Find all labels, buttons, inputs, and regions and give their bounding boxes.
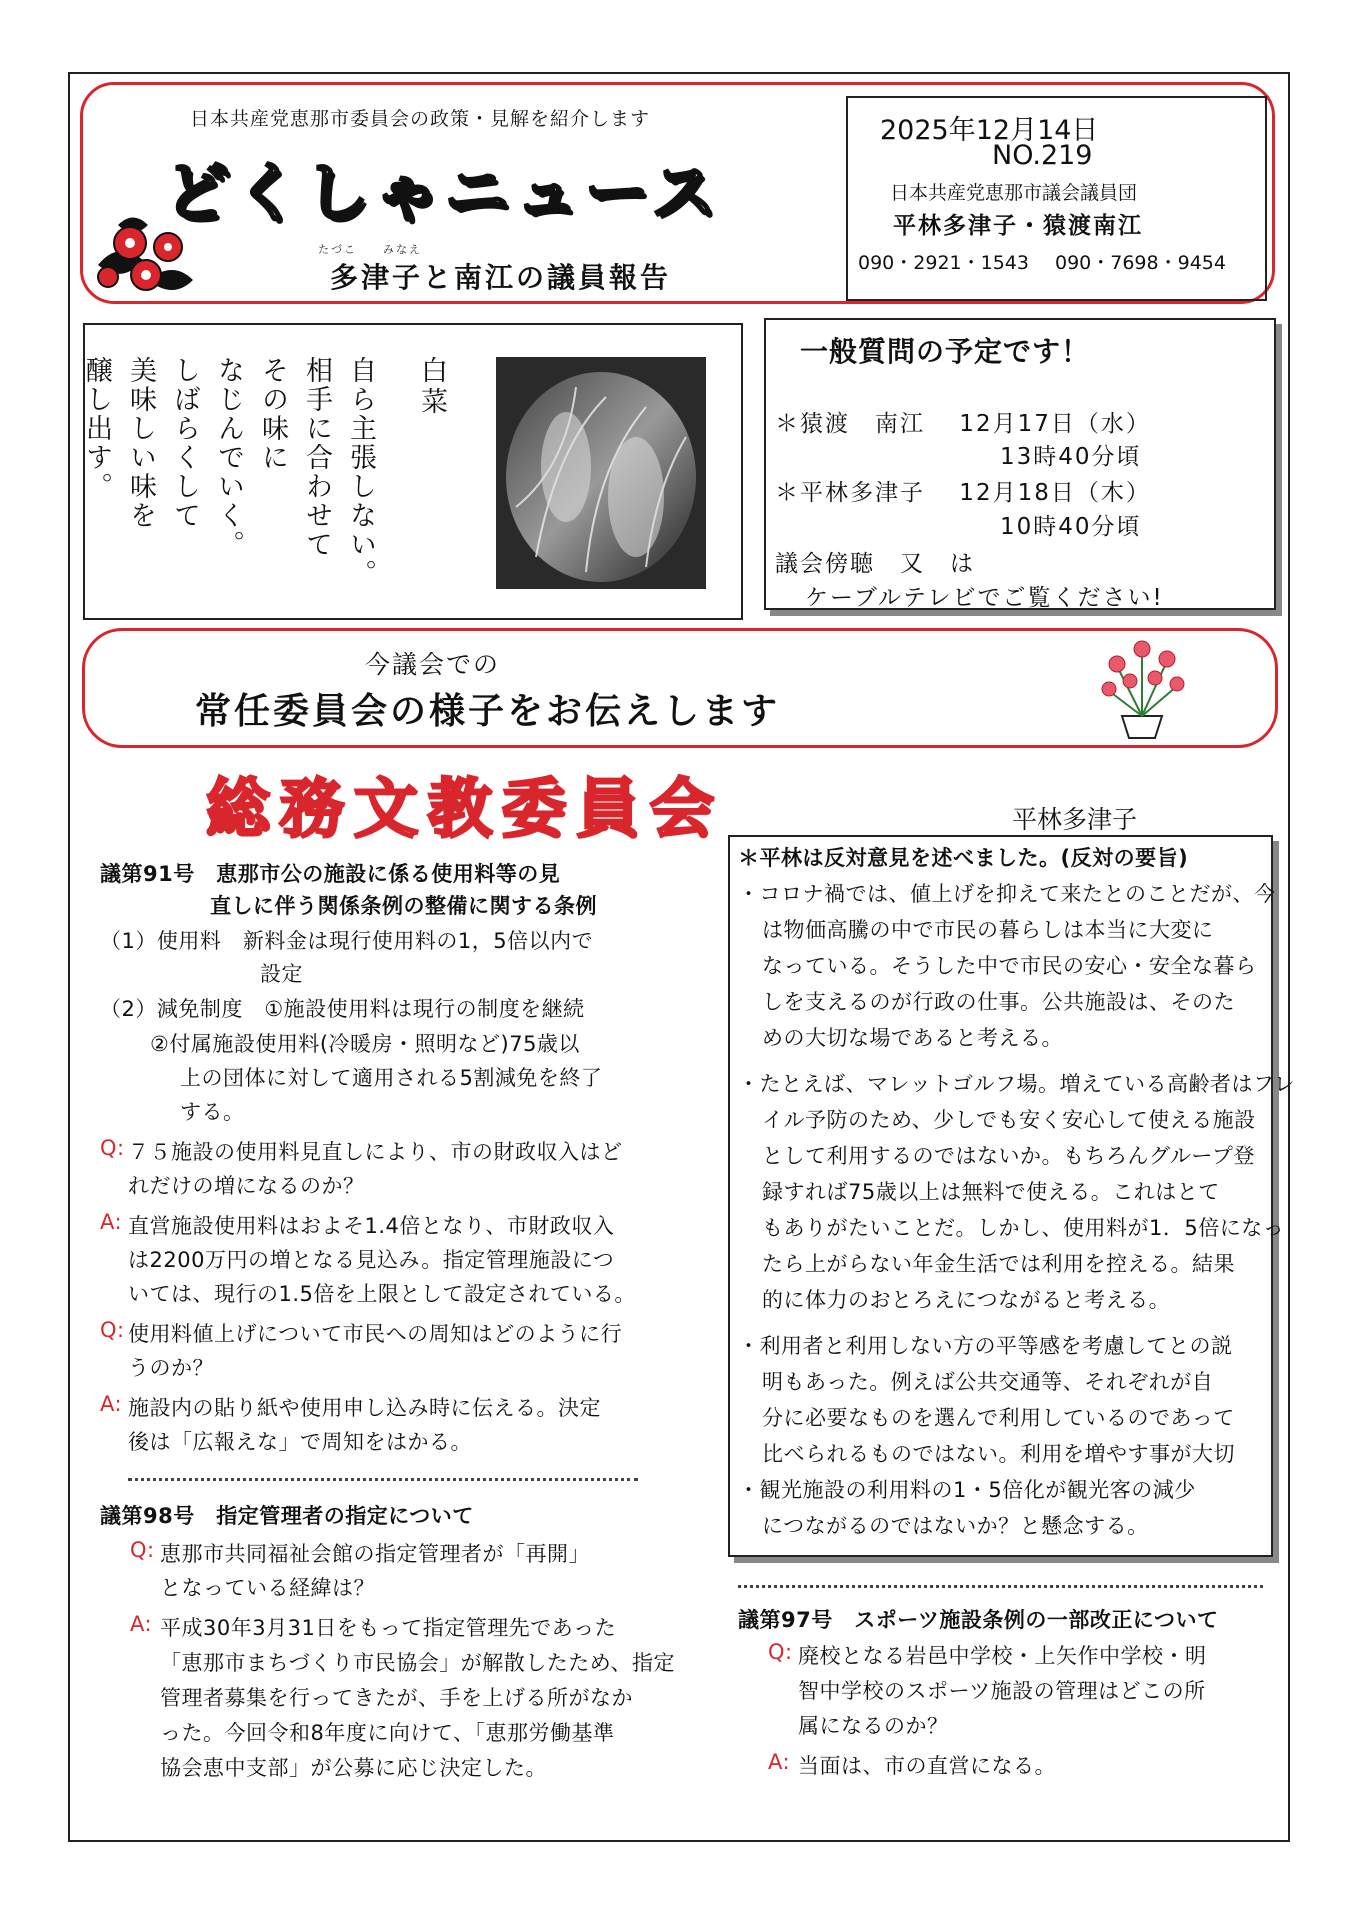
poem-line: 相手に合わせて [301,356,332,559]
answer-label: A: [100,1210,123,1234]
opinion-text: たら上がらない年金生活では利用を控える。結果 [762,1252,1235,1276]
phone-numbers [858,248,1226,275]
poem-line: しばらくして [169,356,200,530]
opinion-text: しを支えるのが行政の仕事。公共施設は、そのた [762,990,1235,1014]
opinion-text: ・コロナ禍では、値上げを抑えて来たとのことだが、今 [738,882,1276,906]
poem-line: なじんでいく。 [213,356,244,559]
bill-91-item: 設定 [260,962,303,986]
opinion-text: 比べられるものではない。利用を増やす事が大切 [762,1442,1235,1466]
subtitle-ruby: たづこ みなえ [318,243,422,256]
cabbage-photo [496,357,706,589]
schedule-line: 10時40分頃 [1000,514,1142,540]
section-divider [128,1478,638,1481]
answer-text: 平成30年3月31日をもって指定管理先であった [160,1616,617,1640]
section-divider [738,1585,1263,1588]
question-text: うのか？ [128,1356,214,1380]
opinion-heading: ＊平林は反対意見を述べました。(反対の要旨) [738,846,1189,870]
answer-label: A: [100,1392,123,1416]
bill-91-item: 上の団体に対して適用される5割減免を終了 [180,1066,603,1090]
question-label: Q: [768,1640,793,1664]
banner-subtitle: 今議会での [365,650,501,679]
question-text: となっている経緯は？ [160,1576,375,1600]
answer-text: 「恵那市まちづくり市民協会」が解散したため、指定 [160,1651,675,1675]
organization: 日本共産党恵那市議会議員団 [890,182,1138,204]
phone-2: 090・7698・9454 [1054,252,1226,274]
opinion-text: もありがたいことだ。しかし、使用料が1．5倍になっ [762,1216,1285,1240]
answer-text: は2200万円の増となる見込み。指定管理施設につ [128,1248,615,1272]
opinion-text: は物価高騰の中で市民の暮らしは本当に大変に [762,918,1214,942]
opinion-text: につながるのではないか？と懸念する。 [762,1514,1149,1538]
schedule-title: 一般質問の予定です！ [800,335,1091,368]
committee-name: 総務文教委員会 [206,773,724,847]
author-name: 平林多津子 [1012,805,1138,834]
newsletter-title: どくしゃニュース [165,157,722,231]
schedule-line: 13時40分頃 [1000,444,1142,470]
bill-97-title: 議第97号 スポーツ施設条例の一部改正について [738,1608,1219,1632]
schedule-line: ＊猿渡 南江 12月17日（水） [775,411,1151,437]
issue-date: 2025年12月14日 [880,115,1099,146]
opinion-text: なっている。そうした中で市民の安心・安全な暮ら [762,954,1257,978]
bill-98-title: 議第98号 指定管理者の指定について [100,1504,474,1528]
banner-title: 常任委員会の様子をお伝えします [195,691,781,732]
answer-text: 当面は、市の直営になる。 [798,1754,1056,1778]
poem-line: 醸し出す。 [81,356,112,501]
opinion-text: 分に必要なものを選んで利用しているのであって [762,1406,1235,1430]
opinion-text: 明もあった。例えば公共交通等、それぞれが自 [762,1370,1214,1394]
poem-line: 美味しい味を [125,356,156,530]
poem-text [81,356,382,601]
bill-91-item: する。 [180,1100,245,1124]
newsletter-subtitle: 多津子と南江の議員報告 [330,261,672,294]
answer-text: いては、現行の1.5倍を上限として設定されている。 [128,1282,636,1306]
bill-91-item: ②付属施設使用料(冷暖房・照明など)75歳以 [150,1032,580,1056]
question-label: Q: [100,1318,125,1342]
question-label: Q: [100,1136,125,1160]
question-text: 使用料値上げについて市民への周知はどのように行 [128,1322,623,1346]
opinion-text: 的に体力のおとろえにつながると考える。 [762,1288,1171,1312]
answer-text: 管理者募集を行ってきたが、手を上げる所がなか [160,1686,633,1710]
answer-label: A: [130,1612,153,1636]
answer-text: 協会恵中支部」が公募に応じ決定した。 [160,1756,547,1780]
poem-line: その味に [257,356,288,472]
opinion-text: イル予防のため、少しでも安く安心して使える施設 [762,1108,1256,1132]
issue-number: NO.219 [992,140,1093,171]
poem-title: 白菜 [416,356,447,418]
opinion-text: ・観光施設の利用料の1・5倍化が観光客の減少 [738,1478,1196,1502]
councilor-names: 平林多津子・猿渡南江 [893,213,1143,239]
answer-label: A: [768,1750,791,1774]
camellia-flowers-icon [88,205,198,295]
answer-text: 施設内の貼り紙や使用申し込み時に伝える。決定 [128,1396,601,1420]
poem-line: 自ら主張しない。 [345,356,376,588]
opinion-text: ・たとえば、マレットゴルフ場。増えている高齢者はフレ [738,1072,1296,1096]
phone-1: 090・2921・1543 [858,252,1029,274]
question-text: 属になるのか？ [798,1714,949,1738]
bill-91-title: 議第91号 恵那市公の施設に係る使用料等の見 [100,862,561,886]
tagline: 日本共産党恵那市委員会の政策・見解を紹介します [190,108,651,130]
opinion-text: 録すれば75歳以上は無料で使える。これはとて [762,1180,1220,1204]
schedule-line: ＊平林多津子 12月18日（木） [775,480,1151,506]
question-text: れだけの増になるのか？ [128,1174,365,1198]
schedule-line: 議会傍聴 又 は [775,551,975,577]
question-text: 廃校となる岩邑中学校・上矢作中学校・明 [798,1644,1207,1668]
question-text: 智中学校のスポーツ施設の管理はどこの所 [798,1679,1206,1703]
bill-91-item: （1）使用料 新料金は現行使用料の1，5倍以内で [100,929,594,953]
question-text: 恵那市共同福祉会館の指定管理者が「再開」 [160,1542,590,1566]
opinion-text: ・利用者と利用しない方の平等感を考慮してとの説 [738,1334,1233,1358]
question-label: Q: [130,1538,155,1562]
answer-text: った。今回令和8年度に向けて、「恵那労働基準 [160,1721,615,1745]
answer-text: 直営施設使用料はおよそ1.4倍となり、市財政収入 [128,1214,615,1238]
bill-91-title-cont: 直しに伴う関係条例の整備に関する条例 [210,894,597,918]
opinion-text: として利用するのではないか。もちろんグループ登 [762,1144,1255,1168]
opinion-text: めの大切な場であると考える。 [762,1026,1063,1050]
schedule-line: ケーブルテレビでご覧ください! [805,585,1164,611]
bill-91-item: （2）減免制度 ①施設使用料は現行の制度を継続 [100,997,585,1021]
answer-text: 後は「広報えな」で周知をはかる。 [128,1430,472,1454]
question-text: ７５施設の使用料見直しにより、市の財政収入はど [128,1140,623,1164]
flower-bouquet-icon [1097,636,1187,740]
